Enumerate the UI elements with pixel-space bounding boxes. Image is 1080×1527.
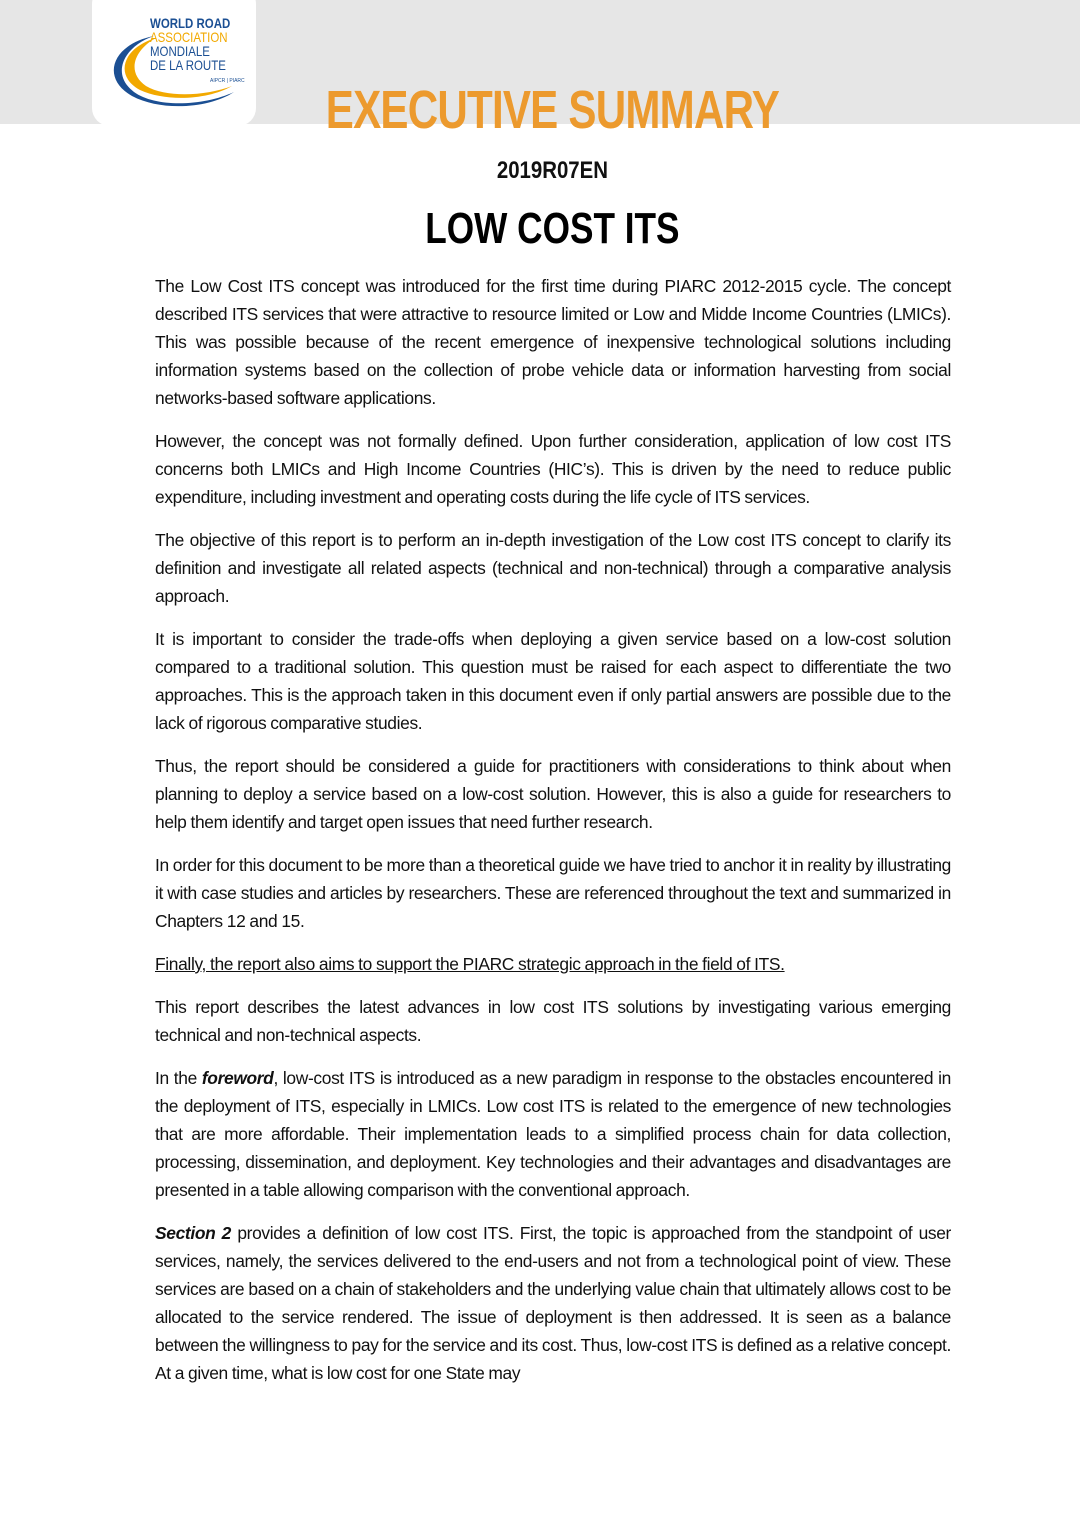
section2-paragraph [155, 1219, 951, 1387]
paragraph-prefix: In the [155, 1068, 202, 1088]
paragraph: This report describes the latest advances in low cost ITS solutions by investigating various emerging technical and non-technical aspects. [155, 997, 951, 1045]
document-code: 2019R07EN [496, 157, 608, 184]
foreword-paragraph [155, 1064, 951, 1204]
svg-text:WORLD ROAD: WORLD ROAD [150, 14, 231, 32]
emphasis-foreword: foreword [201, 1068, 274, 1088]
svg-text:ASSOCIATION: ASSOCIATION [150, 28, 228, 46]
paragraph: The Low Cost ITS concept was introduced for the first time during PIARC 2012-2015 cycle. The concept described ITS services that were attractive to resource limited or Low and Midde Income Countries (LMICs). This was possible because of the recent emergence of inexpensive technological solutions including information systems based on the collection of probe vehicle data or information harvesting from social networks-based software applications. [155, 276, 951, 408]
paragraph-text: , low-cost ITS is introduced as a new paradigm in response to the obstacles encountered in the deployment of ITS, especially in LMICs. Low cost ITS is related to the emergence of new technologies that are more affordable. Their implementation leads to a simplified process chain for data collection, processing, dissemination, and deployment. Key technologies and their advantages and disadvantages are presented in a table allowing comparison with the conventional approach. [155, 1068, 951, 1200]
paragraph: The objective of this report is to perform an in-depth investigation of the Low cost ITS concept to clarify its definition and investigate all related aspects (technical and non-technical) through a comparative analysis approach. [155, 530, 951, 606]
underlined-text: Finally, the report also aims to support the PIARC strategic approach in the field of ITS. [155, 954, 785, 974]
paragraph-text: provides a definition of low cost ITS. First, the topic is approached from the standpoint of user services, namely, the services delivered to the end-users and not from a technological point of view. These services are based on a chain of stakeholders and the underlying value chain that ultimately allows cost to be allocated to the service rendered. The issue of deployment is then addressed. It is seen as a balance between the willingness to pay for the service and its cost. Thus, low-cost ITS is defined as a relative concept. At a given time, what is low cost for one State may [155, 1223, 952, 1383]
paragraph: Thus, the report should be considered a guide for practitioners with considerations to think about when planning to deploy a service based on a low-cost solution. However, this is also a guide for researchers to help them identify and target open issues that need further research. [155, 756, 951, 832]
emphasis-section-2: Section 2 [155, 1223, 232, 1243]
body-text [155, 272, 951, 1402]
executive-summary-title: EXECUTIVE SUMMARY [325, 80, 780, 140]
underlined-paragraph [155, 950, 951, 978]
svg-text:AIPCR | PIARC: AIPCR | PIARC [210, 78, 245, 84]
document-title: LOW COST ITS [425, 204, 680, 253]
paragraph: It is important to consider the trade-offs when deploying a given service based on a low-cost solution compared to a traditional solution. This question must be raised for each aspect to differentiate the two approaches. This is the approach taken in this document even if only partial answers are possible due to the lack of rigorous comparative studies. [155, 629, 951, 733]
svg-text:MONDIALE: MONDIALE [150, 42, 210, 60]
paragraph: However, the concept was not formally defined. Upon further consideration, application of low cost ITS concerns both LMICs and High Income Countries (HIC’s). This is driven by the need to reduce public expenditure, including investment and operating costs during the life cycle of ITS services. [155, 431, 951, 507]
paragraph: In order for this document to be more than a theoretical guide we have tried to anchor it in reality by illustrating it with case studies and articles by researchers. These are referenced throughout the text and summarized in Chapters 12 and 15. [155, 855, 951, 931]
svg-text:DE LA ROUTE: DE LA ROUTE [150, 56, 226, 74]
